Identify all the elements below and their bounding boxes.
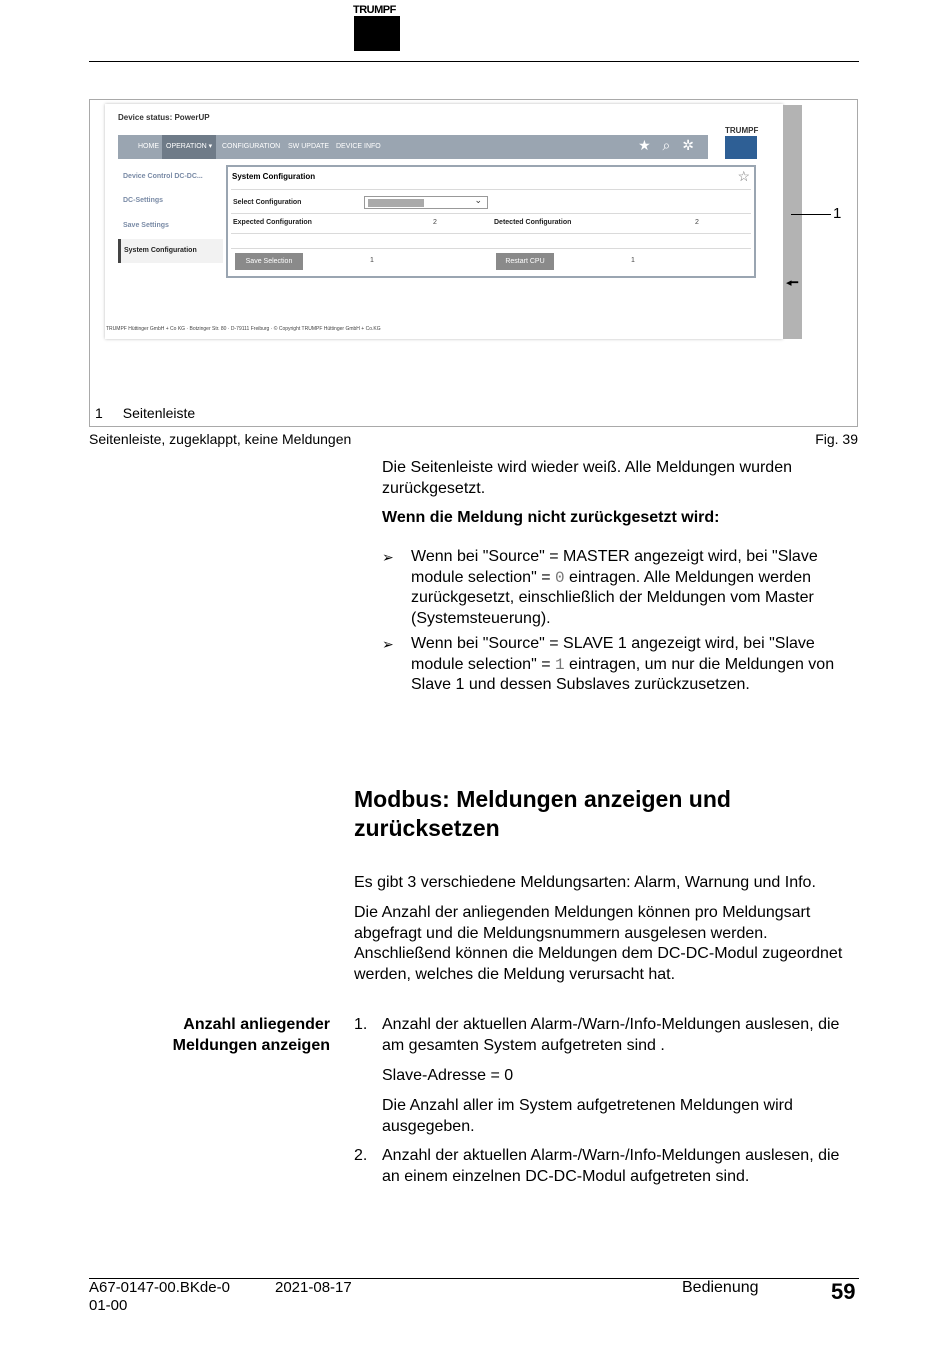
step-subtext: Slave-Adresse = 0: [382, 1067, 514, 1084]
select-config-label: Select Configuration: [233, 199, 302, 206]
section-heading: Modbus: Meldungen anzeigen und zurücksetzen: [354, 786, 731, 841]
step-text: Anzahl der aktuellen Alarm-/Warn-/Info-Meldungen auslesen, die am gesamten System aufgetreten sind .: [382, 1016, 840, 1054]
logo-text: TRUMPF: [353, 4, 396, 16]
detected-config-label: Detected Configuration: [494, 219, 572, 226]
gear-icon[interactable]: ✲: [682, 137, 698, 153]
restart-cpu-button[interactable]: Restart CPU: [496, 253, 554, 270]
bullet-item: Wenn bei "Source" = MASTER angezeigt wird, bei "Slave module selection" = 0 eintragen. Alle Meldungen werden zurückgesetzt, einschließlich der Meldungen vom Master (Systemsteuerung).: [411, 548, 818, 627]
trumpf-logo: [354, 16, 400, 51]
nav-sw-update[interactable]: SW UPDATE: [288, 143, 330, 150]
legend-text: Seitenleiste: [122, 405, 196, 421]
restart-value: 1: [631, 257, 635, 264]
star-icon[interactable]: ☆: [737, 168, 750, 184]
step-text: Anzahl der aktuellen Alarm-/Warn-/Info-Meldungen auslesen, die an einem einzelnen DC-DC-Modul aufgetreten sind.: [382, 1147, 840, 1185]
panel-title: System Configuration: [232, 172, 316, 181]
callout-line: [791, 214, 831, 215]
section-name: Bedienung: [682, 1279, 759, 1296]
chevron-down-icon: ⌄: [474, 195, 482, 205]
paragraph: Die Seitenleiste wird wieder weiß. Alle Meldungen wurden zurückgesetzt.: [382, 459, 792, 497]
legend-number: 1: [95, 405, 103, 421]
save-selection-button[interactable]: Save Selection: [235, 253, 303, 270]
side-heading: Anzahl anliegender Meldungen anzeigen: [172, 1016, 330, 1054]
page-number: 59: [831, 1279, 856, 1304]
system-config-panel: [226, 165, 756, 278]
step-number: 2.: [354, 1147, 368, 1164]
header-rule: [89, 61, 859, 62]
screenshot-footer: TRUMPF Hüttinger GmbH + Co KG · Botzinger Str. 80 · D-79111 Freiburg · © Copyright TRUMPF Hüttinger GmbH + Co.KG: [106, 326, 381, 332]
bullet-arrow-icon: ➢: [382, 636, 394, 652]
sidebar-item-device-control[interactable]: Device Control DC-DC...: [123, 173, 203, 180]
save-value: 1: [370, 257, 374, 264]
step-subtext: Die Anzahl aller im System aufgetretenen Meldungen wird ausgegeben.: [382, 1097, 793, 1135]
detected-config-value: 2: [695, 219, 699, 226]
figure-caption: Seitenleiste, zugeklappt, keine Meldungen: [89, 431, 352, 447]
callout-number: 1: [833, 205, 842, 222]
collapsed-sidebar[interactable]: [783, 105, 802, 339]
code-value: 1: [554, 655, 565, 674]
paragraph-bold: Wenn die Meldung nicht zurückgesetzt wird:: [382, 509, 720, 526]
bullet-item: Wenn bei "Source" = SLAVE 1 angezeigt wird, bei "Slave module selection" = 1 eintragen, um nur die Meldungen von Slave 1 und dessen Subslaves zurückzusetzen.: [411, 635, 835, 693]
document-date: 2021-08-17: [275, 1279, 352, 1296]
sidebar-item-save-settings[interactable]: Save Settings: [123, 222, 169, 229]
divider: [231, 189, 751, 190]
config-select[interactable]: [364, 196, 488, 209]
divider: [231, 233, 751, 234]
paragraph: Die Anzahl der anliegenden Meldungen können pro Meldungsart abgefragt und die Meldungsnummern ausgelesen werden. Anschließend können die Meldungen dem DC-DC-Modul zugeordnet werden, welches die Meldung verursacht hat.: [354, 904, 843, 983]
figure-legend: [95, 405, 195, 421]
brand-logo: [725, 136, 757, 159]
paragraph: Es gibt 3 verschiedene Meldungsarten: Alarm, Warnung und Info.: [354, 874, 816, 891]
step-number: 1.: [354, 1016, 368, 1033]
nav-icons[interactable]: ★ ⌕ ✲: [638, 137, 698, 153]
sidebar-item-label: System Configuration: [124, 247, 197, 254]
arrow-left-icon[interactable]: ◂━: [786, 277, 799, 289]
code-value: 0: [554, 568, 565, 587]
nav-operation[interactable]: OPERATION ▾: [162, 135, 216, 159]
expected-config-label: Expected Configuration: [233, 219, 312, 226]
document-number: A67-0147-00.BKde-0 01-00: [89, 1279, 230, 1314]
nav-configuration[interactable]: CONFIGURATION: [222, 143, 281, 150]
divider: [231, 248, 751, 249]
brand-text: TRUMPF: [725, 126, 759, 135]
divider: [231, 213, 751, 214]
figure-number: Fig. 39: [815, 431, 858, 447]
ui-screenshot: [105, 104, 783, 339]
expected-config-value: 2: [433, 219, 437, 226]
bullet-arrow-icon: ➢: [382, 549, 394, 565]
nav-device-info[interactable]: DEVICE INFO: [336, 143, 381, 150]
nav-bar: [118, 135, 708, 159]
search-icon[interactable]: ⌕: [662, 137, 675, 153]
device-status: Device status: PowerUP: [118, 113, 210, 122]
sidebar-item-system-configuration[interactable]: [118, 239, 223, 263]
sidebar-item-dc-settings[interactable]: DC-Settings: [123, 197, 164, 204]
nav-home[interactable]: HOME: [138, 143, 159, 150]
